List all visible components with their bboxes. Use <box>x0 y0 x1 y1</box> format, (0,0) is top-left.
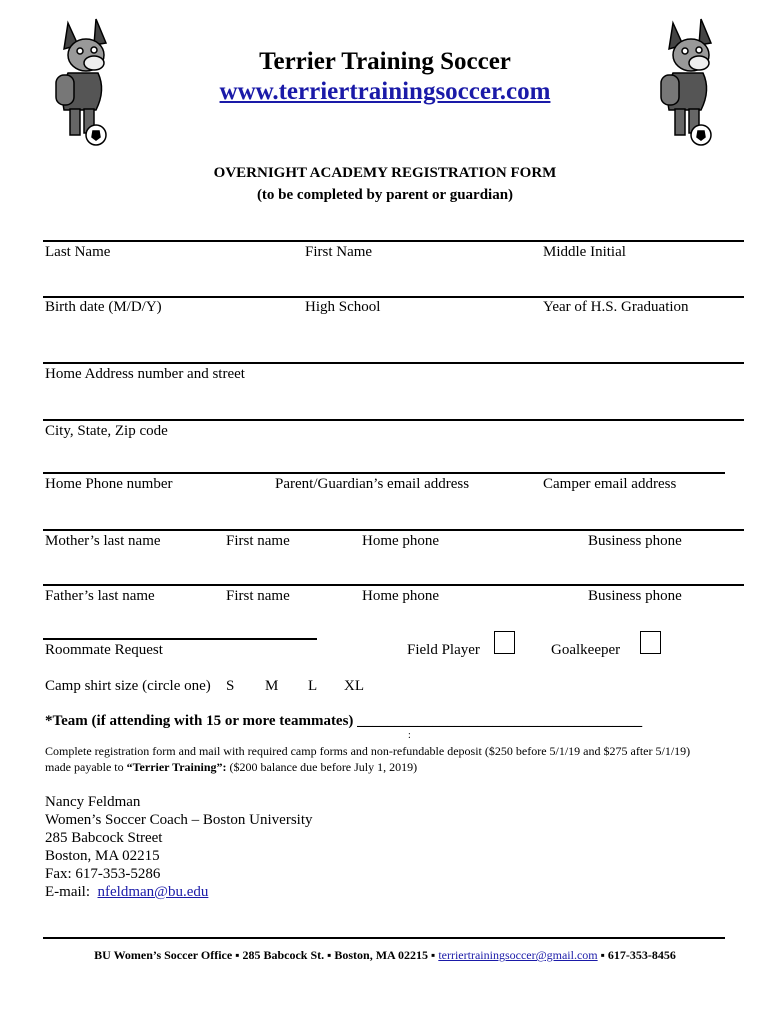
goalkeeper-label: Goalkeeper <box>551 642 621 658</box>
divider <box>43 240 744 242</box>
camper-email-field[interactable]: Camper email address <box>543 476 677 492</box>
last-name-field[interactable]: Last Name <box>45 244 111 260</box>
divider <box>43 362 744 364</box>
father-last-name-field[interactable]: Father’s last name <box>45 588 155 604</box>
shirt-size-label: Camp shirt size (circle one) <box>45 678 211 694</box>
divider <box>43 584 744 586</box>
divider <box>43 529 744 531</box>
size-option-xl[interactable]: XL <box>344 678 364 694</box>
mother-last-name-field[interactable]: Mother’s last name <box>45 533 161 549</box>
guardian-email-field[interactable]: Parent/Guardian’s email address <box>275 476 470 492</box>
colon-mark: : <box>408 730 411 741</box>
footer <box>0 948 770 963</box>
form-subtitle: (to be completed by parent or guardian) <box>256 187 514 203</box>
size-option-m[interactable]: M <box>265 678 279 694</box>
roommate-request-field[interactable]: Roommate Request <box>45 642 163 658</box>
size-option-l[interactable]: L <box>308 678 318 694</box>
contact-street: 285 Babcock Street <box>45 830 163 846</box>
contact-city: Boston, MA 02215 <box>45 848 160 864</box>
divider <box>43 296 744 298</box>
payee-name: “Terrier Training”: <box>126 760 227 774</box>
home-address-field[interactable]: Home Address number and street <box>45 366 245 382</box>
mother-first-name-field[interactable]: First name <box>226 533 290 549</box>
divider <box>43 937 725 939</box>
contact-block <box>45 793 313 901</box>
website-link[interactable]: www.terriertrainingsoccer.com <box>219 78 551 105</box>
instructions-line-2 <box>45 760 417 775</box>
field-player-label: Field Player <box>407 642 480 658</box>
email-label: E-mail: <box>45 884 98 900</box>
city-state-zip-field[interactable]: City, State, Zip code <box>45 423 168 439</box>
mother-business-phone-field[interactable]: Business phone <box>588 533 682 549</box>
page-title: Terrier Training Soccer <box>259 48 511 75</box>
father-first-name-field[interactable]: First name <box>226 588 290 604</box>
father-home-phone-field[interactable]: Home phone <box>362 588 440 604</box>
father-business-phone-field[interactable]: Business phone <box>588 588 682 604</box>
contact-email-row <box>45 883 313 901</box>
contact-fax: Fax: 617-353-5286 <box>45 866 161 882</box>
middle-initial-field[interactable]: Middle Initial <box>543 244 626 260</box>
instructions-suffix: ($200 balance due before July 1, 2019) <box>226 760 418 774</box>
size-option-s[interactable]: S <box>226 678 235 694</box>
home-phone-field[interactable]: Home Phone number <box>45 476 173 492</box>
field-player-checkbox[interactable] <box>494 631 515 654</box>
goalkeeper-checkbox[interactable] <box>640 631 661 654</box>
instructions-prefix: made payable to <box>45 760 127 774</box>
divider <box>43 638 317 640</box>
footer-suffix: ▪ 617-353-8456 <box>597 948 676 962</box>
divider <box>43 472 725 474</box>
contact-email-link[interactable]: nfeldman@bu.edu <box>97 884 209 900</box>
divider <box>43 419 744 421</box>
high-school-field[interactable]: High School <box>305 299 381 315</box>
birth-date-field[interactable]: Birth date (M/D/Y) <box>45 299 162 315</box>
first-name-field[interactable]: First Name <box>305 244 373 260</box>
mother-home-phone-field[interactable]: Home phone <box>362 533 440 549</box>
footer-email-link[interactable]: terriertrainingsoccer@gmail.com <box>438 948 598 962</box>
instructions-line-1: Complete registration form and mail with required camp forms and non-refundable deposit ($250 before 5/1/19 and $275 after 5/1/19) <box>45 744 691 758</box>
contact-name: Nancy Feldman <box>45 794 141 810</box>
footer-prefix: BU Women’s Soccer Office ▪ 285 Babcock St. ▪ Boston, MA 02215 ▪ <box>94 948 439 962</box>
form-title: OVERNIGHT ACADEMY REGISTRATION FORM <box>213 165 557 181</box>
team-field[interactable]: *Team (if attending with 15 or more teammates) ______________________________________ <box>45 713 643 729</box>
graduation-year-field[interactable]: Year of H.S. Graduation <box>543 299 689 315</box>
contact-role: Women’s Soccer Coach – Boston University <box>45 812 313 828</box>
